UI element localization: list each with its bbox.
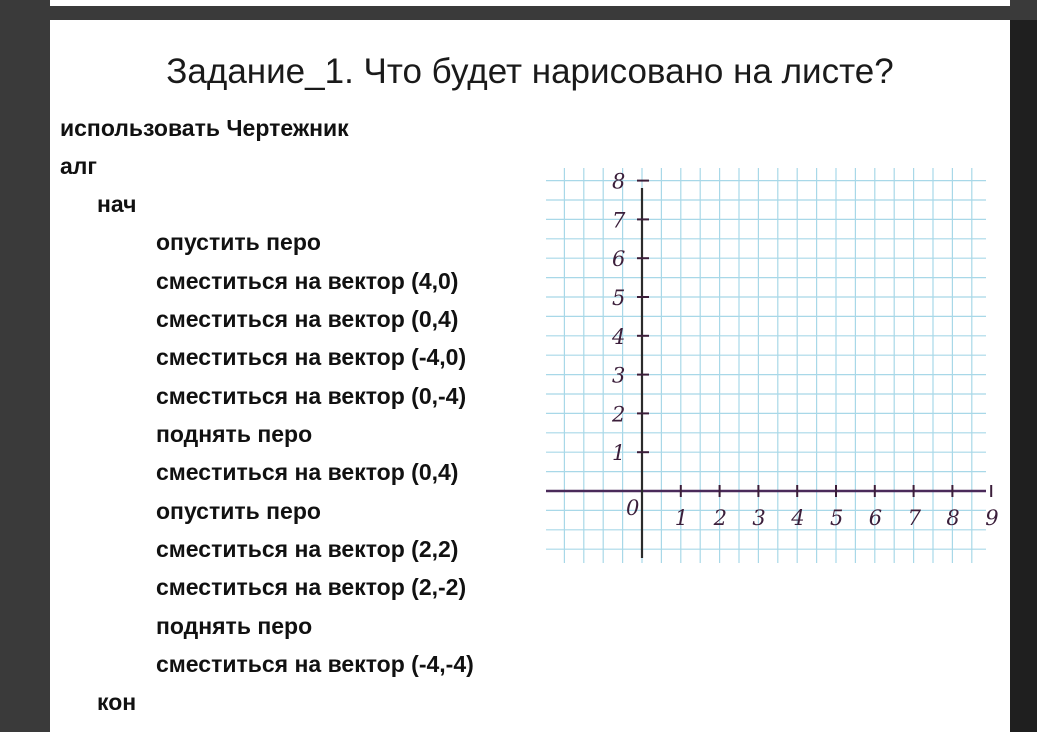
y-tick-label: 7 (612, 208, 626, 233)
coordinate-grid (546, 168, 999, 563)
x-tick-label: 9 (985, 506, 999, 530)
program-line: алг (60, 153, 97, 179)
program-line: опустить перо (156, 229, 321, 255)
y-tick-label: 2 (612, 402, 626, 427)
program-line: сместиться на вектор (0,-4) (156, 383, 467, 409)
y-tick-label: 6 (612, 247, 626, 272)
program-line: сместиться на вектор (-4,-4) (156, 651, 474, 677)
x-tick-label: 5 (830, 506, 844, 530)
y-tick-label: 8 (612, 169, 626, 194)
program-line: использовать Чертежник (60, 115, 349, 141)
x-tick-label: 1 (674, 506, 689, 530)
program-line: кон (97, 689, 137, 715)
slide-title: Задание_1. Что будет нарисовано на листе? (166, 52, 894, 91)
program-line: сместиться на вектор (4,0) (156, 268, 459, 294)
x-tick-label: 4 (791, 506, 805, 530)
y-tick-label: 1 (612, 441, 626, 466)
x-tick-label: 2 (713, 506, 727, 530)
previous-slide-edge (50, 0, 1010, 6)
origin-label: 0 (626, 496, 640, 520)
program-line: опустить перо (156, 498, 321, 524)
x-tick-label: 6 (868, 506, 883, 530)
x-tick-label: 3 (752, 506, 766, 530)
x-tick-label: 7 (907, 506, 921, 530)
program-line: сместиться на вектор (2,2) (156, 536, 459, 562)
x-tick-label: 8 (946, 506, 960, 530)
program-line: сместиться на вектор (0,4) (156, 459, 459, 485)
program-line: сместиться на вектор (2,-2) (156, 574, 467, 600)
y-tick-label: 5 (612, 286, 626, 310)
grid-image (546, 168, 999, 563)
slide (50, 20, 1010, 732)
program-line: сместиться на вектор (0,4) (156, 306, 459, 332)
program-line: нач (97, 191, 137, 217)
program-line: поднять перо (156, 613, 313, 639)
y-tick-label: 4 (612, 324, 626, 349)
program-line: сместиться на вектор (-4,0) (156, 344, 467, 370)
window-edge (1010, 20, 1037, 732)
y-tick-label: 3 (612, 363, 626, 388)
program-line: поднять перо (156, 421, 313, 447)
